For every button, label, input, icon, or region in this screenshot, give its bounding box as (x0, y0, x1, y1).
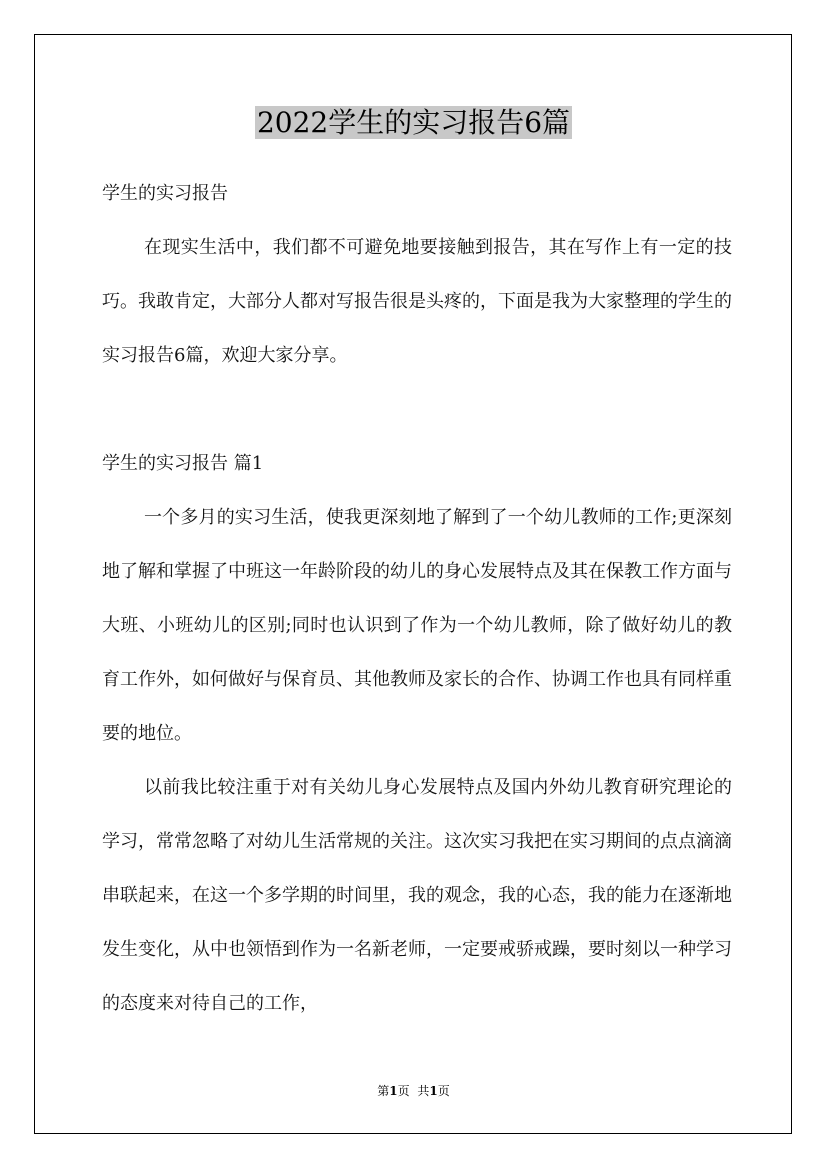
page-number: 1 (389, 1084, 398, 1098)
intro-heading: 学生的实习报告 (102, 183, 228, 204)
section1 (102, 437, 732, 1031)
intro-section (102, 167, 732, 383)
section1-heading: 学生的实习报告 篇1 (102, 453, 264, 474)
section1-paragraph-2: 以前我比较注重于对有关幼儿身心发展特点及国内外幼儿教育研究理论的学习，常常忽略了对幼儿生活常规的关注。这次实习我把在实习期间的点点滴滴串联起来，在这一个多学期的时间里，我的观念，我的心态，我的能力在逐渐地发生变化，从中也领悟到作为一名新老师，一定要戒骄戒躁，要时刻以一种学习的态度来对待自己的工作， (102, 777, 732, 1014)
page-prefix: 第 (377, 1084, 390, 1098)
intro-paragraph: 在现实生活中，我们都不可避免地要接触到报告，其在写作上有一定的技巧。我敢肯定，大部分人都对写报告很是头疼的，下面是我为大家整理的学生的实习报告6篇，欢迎大家分享。 (102, 237, 732, 366)
total-prefix: 共 (417, 1084, 430, 1098)
page-suffix: 页 (397, 1084, 410, 1098)
section1-paragraph-1: 一个多月的实习生活，使我更深刻地了解到了一个幼儿教师的工作;更深刻地了解和掌握了中班这一年龄阶段的幼儿的身心发展特点及其在保教工作方面与大班、小班幼儿的区别;同时也认识到了作为一个幼儿教师，除了做好幼儿的教育工作外，如何做好与保育员、其他教师及家长的合作、协调工作也具有同样重要的地位。 (102, 507, 732, 744)
total-number: 1 (429, 1084, 438, 1098)
document-title (0, 104, 827, 142)
title-text: 2022学生的实习报告6篇 (256, 106, 571, 139)
total-suffix: 页 (437, 1084, 450, 1098)
page-footer (0, 1082, 827, 1099)
